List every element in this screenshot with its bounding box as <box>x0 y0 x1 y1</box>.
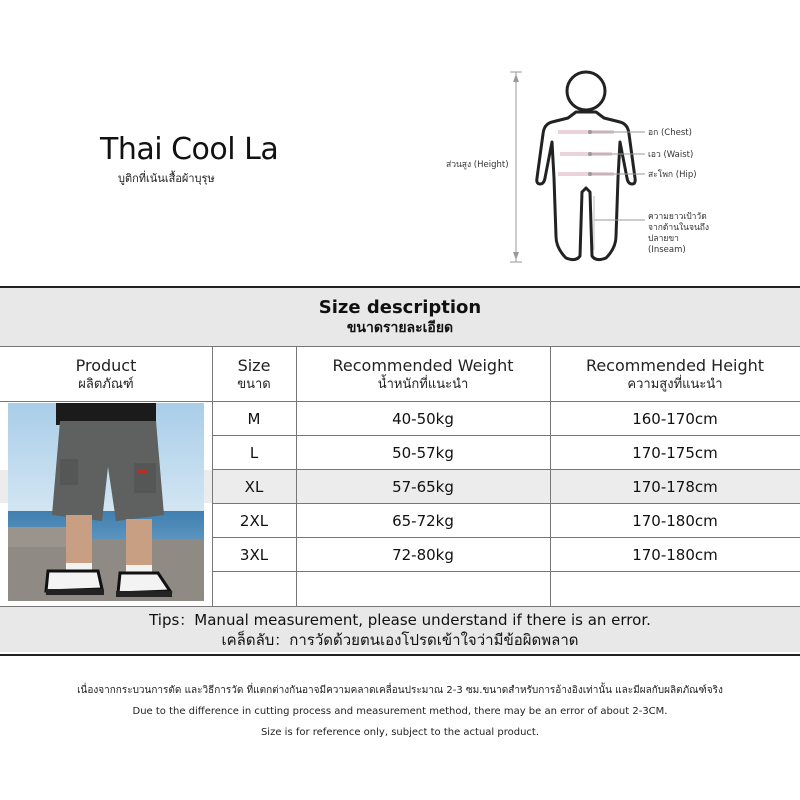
weight-cell: 57-65kg <box>392 477 454 496</box>
inseam-label: ความยาวเป้าวัด จากด้านในจนถึง ปลายขา (Inseam) <box>648 212 710 255</box>
weight-cell: 50-57kg <box>392 443 454 462</box>
size-cell: XL <box>244 477 264 496</box>
height-cell: 160-170cm <box>632 409 718 428</box>
size-cell: L <box>249 443 259 462</box>
tips-thai: เคล็ดลับ：การวัดด้วยตนเองโปรดเข้าใจว่ามีข้อผิดพลาด <box>221 630 579 649</box>
note-thai: เนื่องจากกระบวนการตัด และวิธีการวัด ที่แตกต่างกันอาจมีความคลาดเคลื่อนประมาณ 2-3 ซม.ขนาดสำหรับการอ้างอิงเท่านั้น และมีผลกับผลิตภัณฑ์จริง <box>77 685 723 696</box>
brand-subtitle: บูติกที่เน้นเสื้อผ้าบุรุษ <box>118 172 215 185</box>
product-photo <box>8 403 204 601</box>
header-product: Product ผลิตภัณฑ์ <box>75 355 137 392</box>
tips-english: Tips：Manual measurement, please understand if there is an error. <box>149 610 651 629</box>
brand-title: Thai Cool La <box>100 132 279 167</box>
brand-block <box>100 132 280 187</box>
header-height: Recommended Height ความสูงที่แนะนำ <box>585 355 765 392</box>
size-cell: 2XL <box>239 511 269 530</box>
height-cell: 170-178cm <box>632 477 718 496</box>
height-cell: 170-175cm <box>632 443 718 462</box>
note-english-2: Size is for reference only, subject to the actual product. <box>260 727 540 738</box>
height-cell: 170-180cm <box>632 511 718 530</box>
height-label: ส่วนสูง (Height) <box>446 160 509 170</box>
note-english-1: Due to the difference in cutting process and measurement method, there may be an error of about 2-3CM. <box>132 706 668 717</box>
header-weight: Recommended Weight น้ำหนักที่แนะนำ <box>332 355 514 392</box>
header-size: Size ขนาด <box>237 355 271 392</box>
height-cell: 170-180cm <box>632 545 718 564</box>
size-cell: M <box>247 409 261 428</box>
tips-band <box>0 607 800 652</box>
table-title-band <box>0 288 800 346</box>
footer-notes <box>0 680 800 743</box>
table-title: Size description <box>318 297 482 318</box>
waist-label: เอว (Waist) <box>648 150 694 160</box>
chest-label: อก (Chest) <box>648 128 692 138</box>
table-header-row <box>0 347 800 401</box>
table-subtitle: ขนาดรายละเอียด <box>346 320 454 336</box>
size-cell: 3XL <box>239 545 269 564</box>
weight-cell: 40-50kg <box>392 409 454 428</box>
measurement-diagram <box>440 60 710 275</box>
weight-cell: 72-80kg <box>392 545 454 564</box>
weight-cell: 65-72kg <box>392 511 454 530</box>
hip-label: สะโพก (Hip) <box>648 170 697 180</box>
